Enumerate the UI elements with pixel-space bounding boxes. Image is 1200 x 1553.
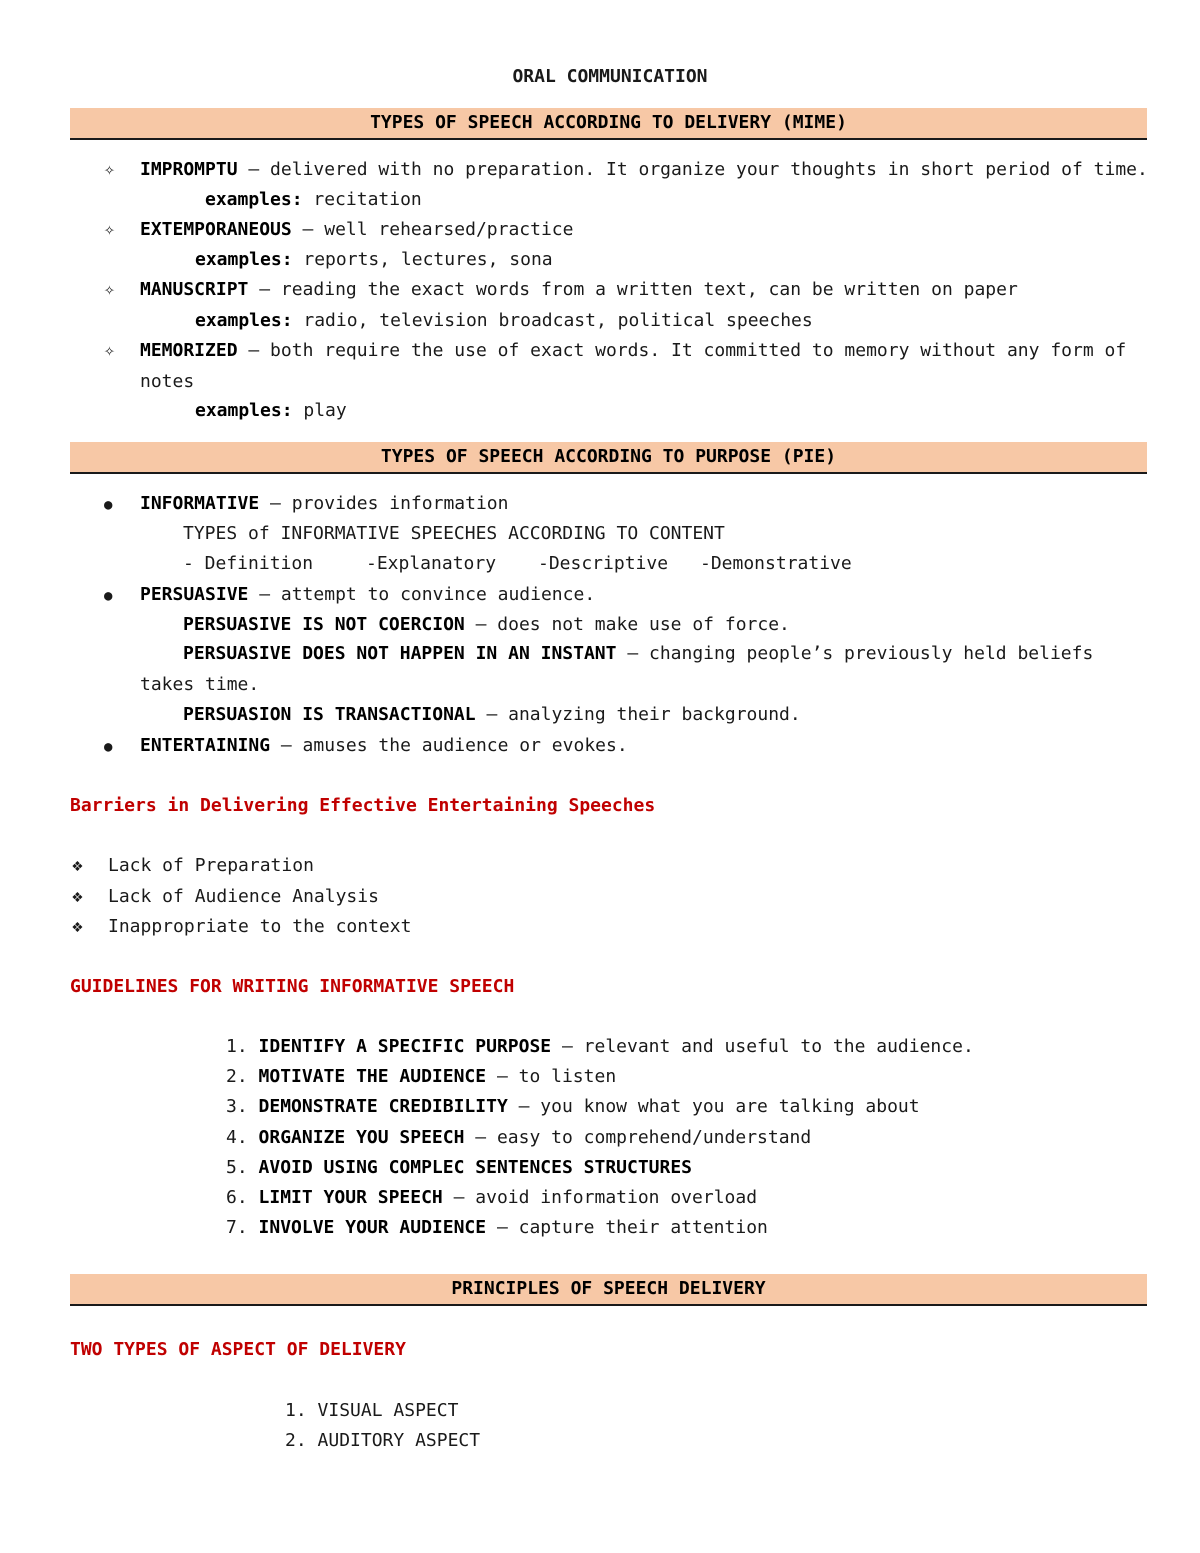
four-diamond-icon: ❖ <box>72 916 83 937</box>
informative-type: - Definition <box>183 553 314 574</box>
barrier-item: ❖ Inappropriate to the context <box>72 916 412 937</box>
bullet-icon: ● <box>104 497 113 513</box>
informative-type: -Explanatory <box>366 553 497 574</box>
four-diamond-icon: ❖ <box>72 855 83 876</box>
list-item-memorized-cont: notes <box>140 371 195 392</box>
diamond-star-icon: ✧ <box>104 340 115 361</box>
guideline-item: 6. LIMIT YOUR SPEECH – avoid information overload <box>226 1187 758 1208</box>
section-header-delivery: TYPES OF SPEECH ACCORDING TO DELIVERY (MIME) <box>70 108 1147 140</box>
persuasive-point: PERSUASION IS TRANSACTIONAL – analyzing their background. <box>183 704 801 725</box>
barrier-item: ❖ Lack of Audience Analysis <box>72 886 379 907</box>
barrier-item: ❖ Lack of Preparation <box>72 855 314 876</box>
list-item-informative: ● INFORMATIVE – provides information <box>104 493 509 514</box>
diamond-star-icon: ✧ <box>104 159 115 180</box>
diamond-star-icon: ✧ <box>104 279 115 300</box>
list-item-manuscript: ✧ MANUSCRIPT – reading the exact words from a written text, can be written on paper <box>104 279 1018 300</box>
persuasive-point: PERSUASIVE DOES NOT HAPPEN IN AN INSTANT – changing people’s previously held beliefs <box>183 643 1094 664</box>
example-impromptu: examples: recitation <box>205 189 422 210</box>
list-item-memorized: ✧ MEMORIZED – both require the use of exact words. It committed to memory without any form of <box>104 340 1127 361</box>
example-manuscript: examples: radio, television broadcast, political speeches <box>195 310 813 331</box>
persuasive-point-cont: takes time. <box>140 674 260 695</box>
section-header-purpose: TYPES OF SPEECH ACCORDING TO PURPOSE (PIE) <box>70 442 1147 474</box>
guideline-item: 4. ORGANIZE YOU SPEECH – easy to comprehend/understand <box>226 1127 812 1148</box>
guideline-item: 2. MOTIVATE THE AUDIENCE – to listen <box>226 1066 617 1087</box>
aspects-heading: TWO TYPES OF ASPECT OF DELIVERY <box>70 1339 406 1360</box>
aspect-item: 2. AUDITORY ASPECT <box>285 1430 481 1451</box>
aspect-item: 1. VISUAL ASPECT <box>285 1400 459 1421</box>
informative-type: -Demonstrative <box>700 553 852 574</box>
section-header-principles: PRINCIPLES OF SPEECH DELIVERY <box>70 1274 1147 1306</box>
list-item-impromptu: ✧ IMPROMPTU – delivered with no preparation. It organize your thoughts in short period of time. <box>104 159 1148 180</box>
example-memorized: examples: play <box>195 400 347 421</box>
list-item-extemporaneous: ✧ EXTEMPORANEOUS – well rehearsed/practice <box>104 219 574 240</box>
list-item-entertaining: ● ENTERTAINING – amuses the audience or evokes. <box>104 735 628 756</box>
four-diamond-icon: ❖ <box>72 886 83 907</box>
diamond-star-icon: ✧ <box>104 219 115 240</box>
barriers-heading: Barriers in Delivering Effective Entertaining Speeches <box>70 795 656 816</box>
list-item-persuasive: ● PERSUASIVE – attempt to convince audience. <box>104 584 596 605</box>
guidelines-heading: GUIDELINES FOR WRITING INFORMATIVE SPEECH <box>70 976 515 997</box>
informative-type: -Descriptive <box>538 553 669 574</box>
page-title: ORAL COMMUNICATION <box>512 66 708 87</box>
guideline-item: 5. AVOID USING COMPLEC SENTENCES STRUCTURES <box>226 1157 693 1178</box>
informative-subtitle: TYPES of INFORMATIVE SPEECHES ACCORDING TO CONTENT <box>183 523 725 544</box>
bullet-icon: ● <box>104 739 113 755</box>
persuasive-point: PERSUASIVE IS NOT COERCION – does not make use of force. <box>183 614 790 635</box>
guideline-item: 1. IDENTIFY A SPECIFIC PURPOSE – relevant and useful to the audience. <box>226 1036 974 1057</box>
example-extemporaneous: examples: reports, lectures, sona <box>195 249 553 270</box>
bullet-icon: ● <box>104 588 113 604</box>
guideline-item: 7. INVOLVE YOUR AUDIENCE – capture their attention <box>226 1217 768 1238</box>
guideline-item: 3. DEMONSTRATE CREDIBILITY – you know what you are talking about <box>226 1096 920 1117</box>
